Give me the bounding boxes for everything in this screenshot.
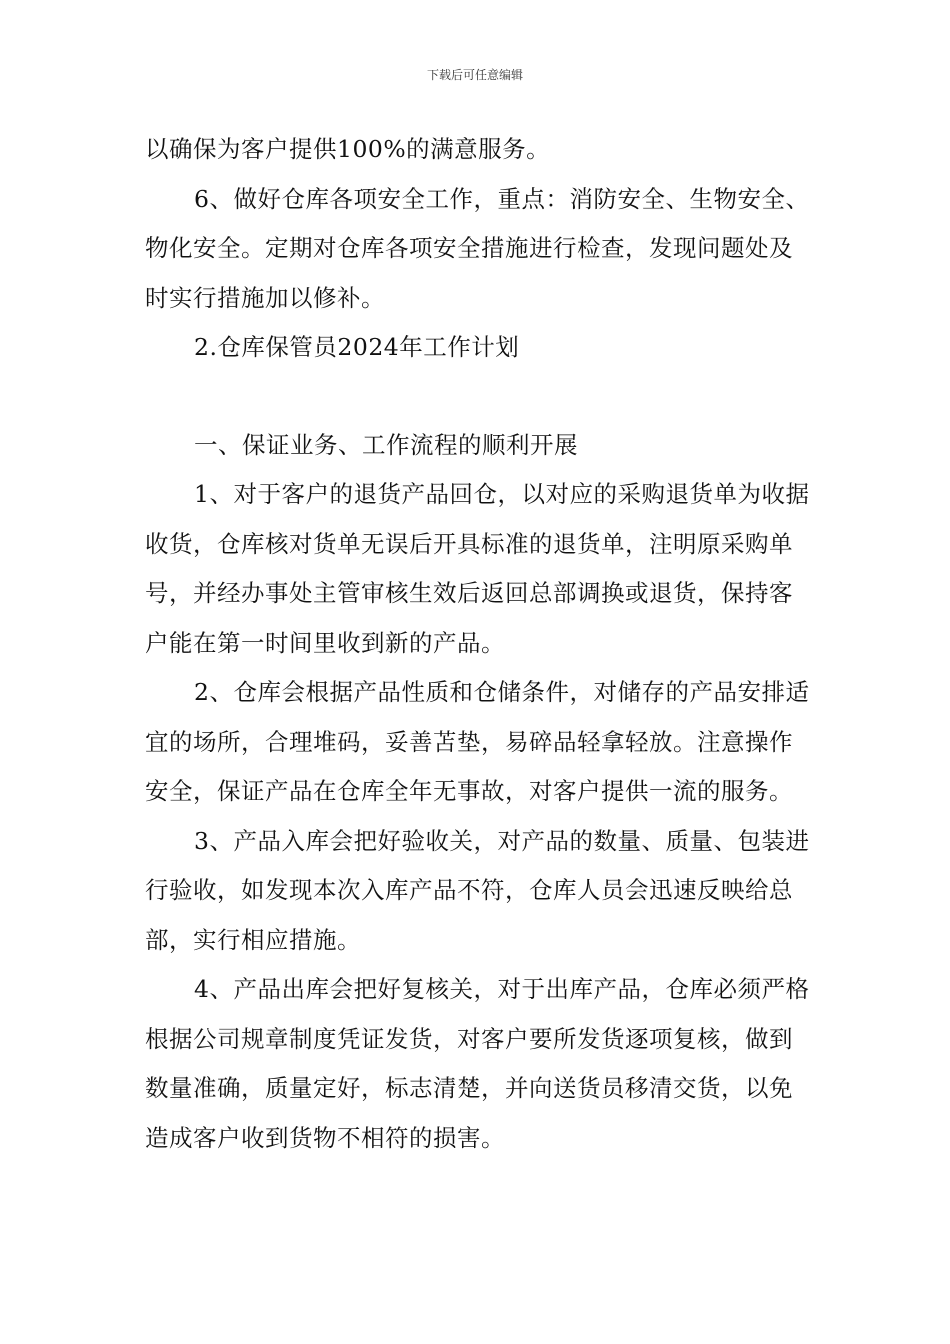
paragraph-item-6: 6、做好仓库各项安全工作，重点：消防安全、生物安全、物化安全。定期对仓库各项安全措施进行检查，发现问题处及时实行措施加以修补。 [145, 184, 810, 312]
section-title: 2.仓库保管员2024年工作计划 [194, 333, 520, 361]
document-body [145, 125, 810, 1163]
subsection-heading: 一、保证业务、工作流程的顺利开展 [194, 430, 578, 459]
paragraph-item-3: 3、产品入库会把好验收关，对产品的数量、质量、包装进行验收，如发现本次入库产品不符，仓库人员会迅速反映给总部，实行相应措施。 [145, 826, 810, 954]
paragraph-item-2: 2、仓库会根据产品性质和仓储条件，对储存的产品安排适宜的场所，合理堆码，妥善苫垫，易碎品轻拿轻放。注意操作安全，保证产品在仓库全年无事故，对客户提供一流的服务。 [145, 678, 810, 805]
paragraph-item-1: 1、对于客户的退货产品回仓，以对应的采购退货单为收据收货，仓库核对货单无误后开具标准的退货单，注明原采购单号，并经办事处主管审核生效后返回总部调换或退货，保持客户能在第一时间里收到新的产品。 [145, 480, 810, 657]
paragraph-continuation: 以确保为客户提供100%的满意服务。 [145, 135, 551, 163]
paragraph-item-4: 4、产品出库会把好复核关，对于出库产品，仓库必须严格根据公司规章制度凭证发货，对客户要所发货逐项复核，做到数量准确，质量定好，标志清楚，并向送货员移清交货，以免造成客户收到货物不相符的损害。 [145, 975, 810, 1152]
page-header-note: 下载后可任意编辑 [426, 68, 523, 82]
